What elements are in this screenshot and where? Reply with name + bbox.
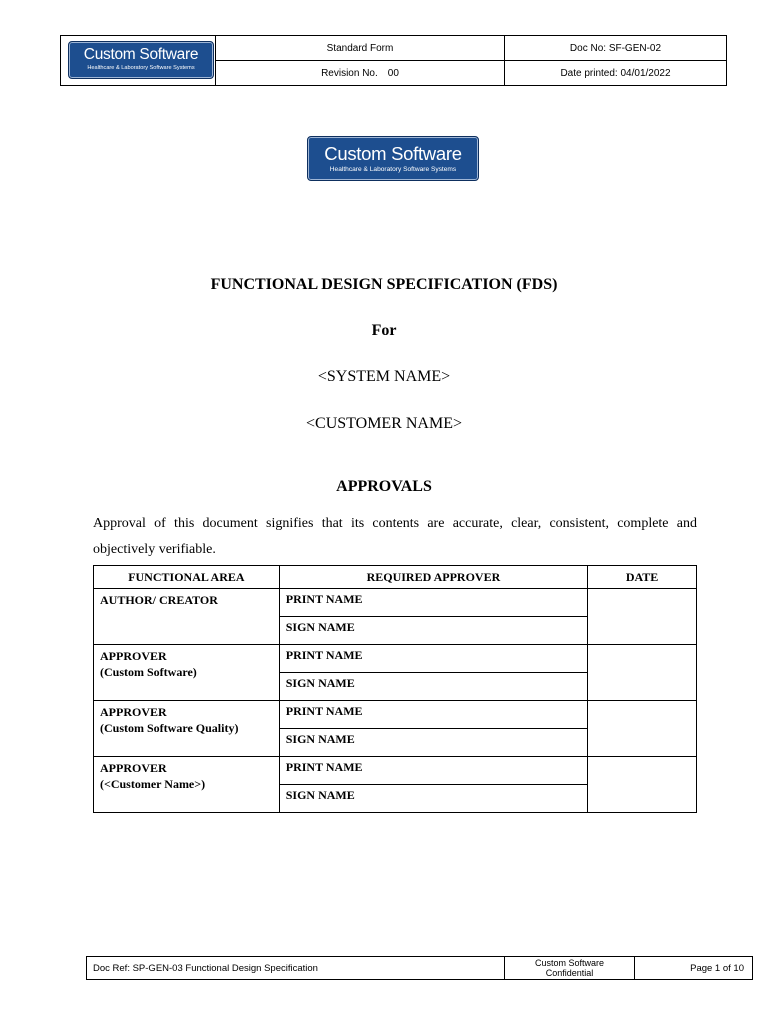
revision-value: 00 (387, 67, 399, 79)
functional-area-cell (94, 701, 280, 757)
doc-ref: Doc Ref: SP-GEN-03 Functional Design Specification (87, 957, 505, 979)
revision-label: Revision No. (321, 67, 378, 79)
document-title: FUNCTIONAL DESIGN SPECIFICATION (FDS) (210, 276, 558, 293)
main-logo-name: Custom Software (324, 143, 462, 164)
date-field[interactable] (588, 757, 697, 813)
print-name-field[interactable]: PRINT NAME (279, 701, 587, 729)
functional-area-sub: (Custom Software Quality) (100, 721, 239, 735)
table-row (94, 701, 697, 729)
form-type: Standard Form (216, 36, 505, 61)
sign-name-field[interactable]: SIGN NAME (279, 785, 587, 813)
revision-number (216, 61, 505, 85)
functional-area: APPROVER (100, 705, 167, 719)
system-name-placeholder: <SYSTEM NAME> (317, 368, 451, 385)
date-printed (505, 61, 726, 85)
date-printed-label: Date printed: (560, 67, 618, 79)
functional-area-sub: (Custom Software) (100, 665, 197, 679)
sign-name-field[interactable]: SIGN NAME (279, 673, 587, 701)
table-row (94, 757, 697, 785)
date-field[interactable] (588, 701, 697, 757)
table-header-row (94, 566, 697, 589)
functional-area-sub: (<Customer Name>) (100, 777, 206, 791)
functional-area-cell (94, 757, 280, 813)
logo-tagline: Healthcare & Laboratory Software Systems (87, 65, 195, 71)
customer-name-placeholder: <CUSTOMER NAME> (306, 415, 462, 432)
sign-name-field[interactable]: SIGN NAME (279, 617, 587, 645)
document-footer (86, 956, 753, 980)
approvals-intro: Approval of this document signifies that its contents are accurate, clear, consistent, complete and objectively verifiable. (93, 516, 697, 557)
col-date: DATE (588, 566, 697, 589)
logo-name: Custom Software (83, 46, 199, 63)
date-field[interactable] (588, 645, 697, 701)
company-logo (68, 41, 214, 79)
functional-area: APPROVER (100, 761, 167, 775)
approvals-table (93, 565, 697, 813)
date-field[interactable] (588, 589, 697, 645)
main-logo (307, 136, 479, 181)
date-printed-value: 04/01/2022 (620, 67, 671, 79)
table-row (94, 589, 697, 617)
functional-area: AUTHOR/ CREATOR (100, 593, 218, 607)
footer-company: Custom Software (534, 958, 605, 968)
print-name-field[interactable]: PRINT NAME (279, 757, 587, 785)
functional-area-cell (94, 645, 280, 701)
footer-confidential: Confidential (545, 968, 594, 978)
approvals-heading: APPROVALS (336, 478, 432, 495)
doc-number (505, 36, 726, 61)
title-for: For (371, 322, 397, 339)
col-required-approver: REQUIRED APPROVER (279, 566, 587, 589)
functional-area: APPROVER (100, 649, 167, 663)
print-name-field[interactable]: PRINT NAME (279, 645, 587, 673)
header-logo-cell (61, 36, 216, 85)
document-header (60, 35, 727, 86)
doc-number-label: Doc No: (569, 42, 607, 54)
confidentiality-cell (505, 957, 635, 979)
col-functional-area: FUNCTIONAL AREA (94, 566, 280, 589)
functional-area-cell (94, 589, 280, 645)
page-number: Page 1 of 10 (690, 962, 744, 974)
main-logo-tagline: Healthcare & Laboratory Software Systems (329, 166, 457, 173)
table-row (94, 645, 697, 673)
print-name-field[interactable]: PRINT NAME (279, 589, 587, 617)
doc-number-value: SF-GEN-02 (608, 42, 662, 54)
sign-name-field[interactable]: SIGN NAME (279, 729, 587, 757)
